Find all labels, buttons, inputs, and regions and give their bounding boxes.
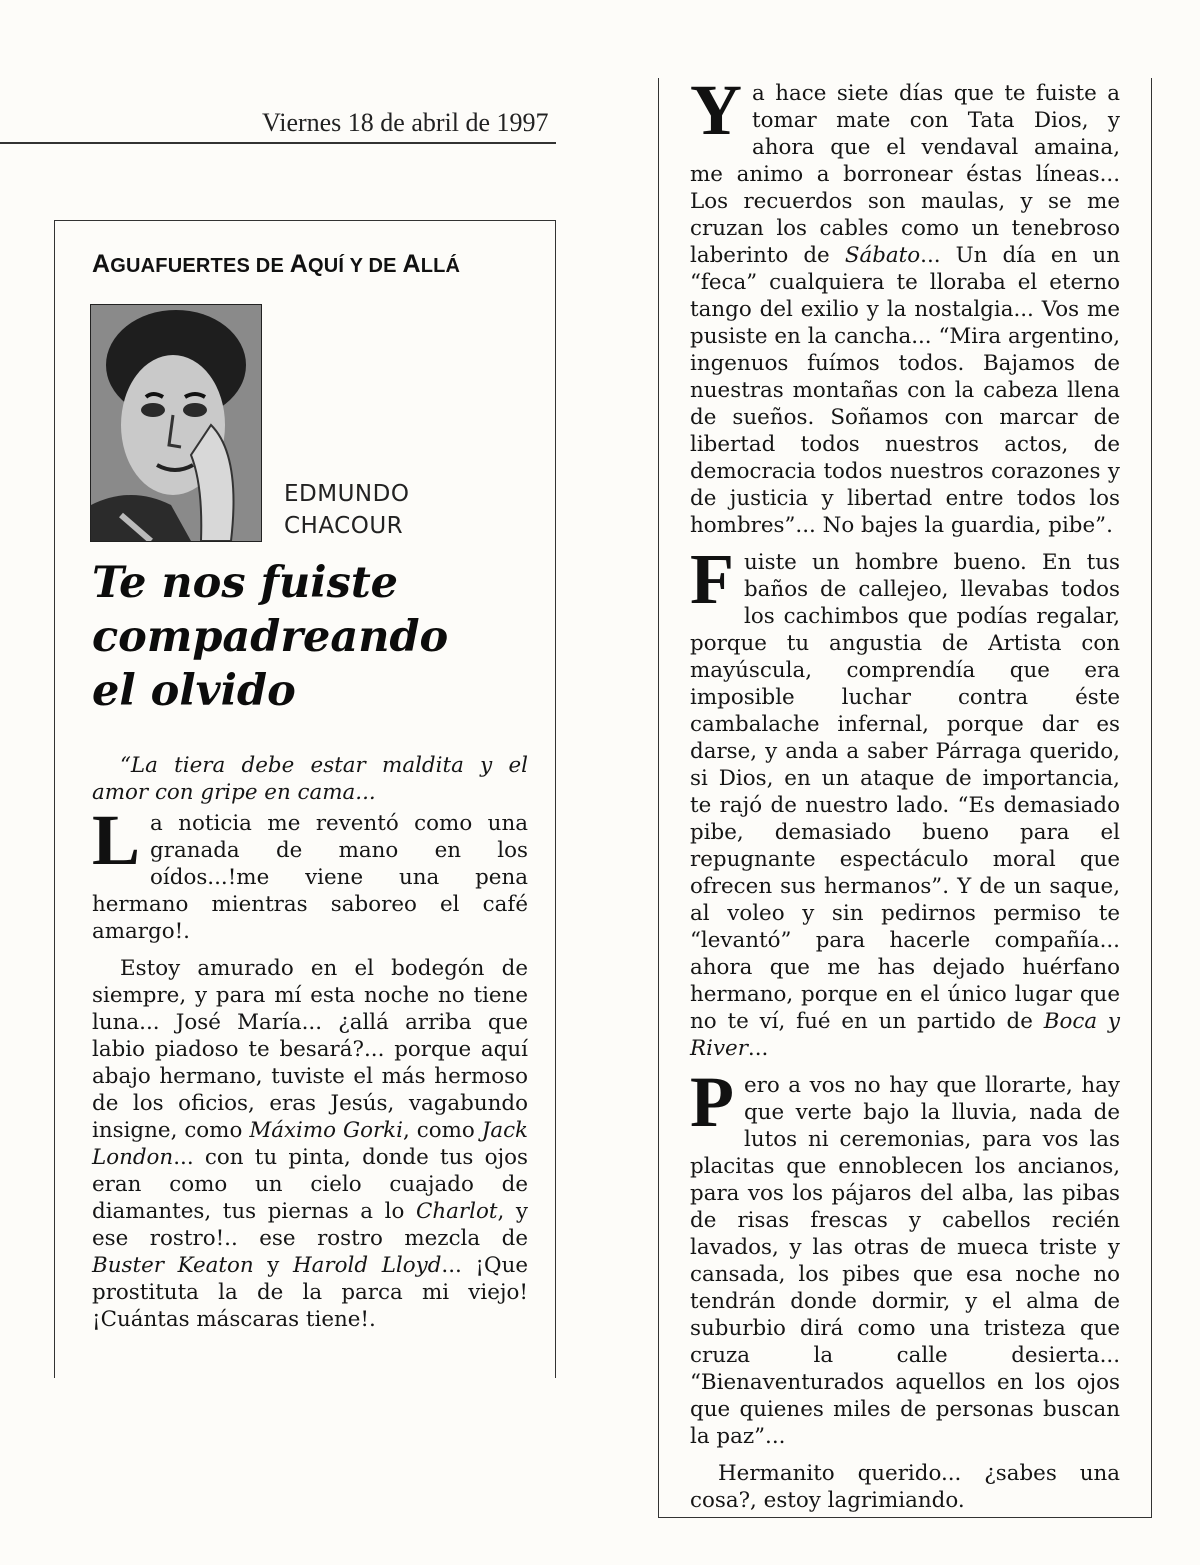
- paragraph: [690, 539, 1121, 1062]
- paragraph-text: a noticia me reventó como una granada de mano en los oídos...!me viene una pena hermano mientras saboreo el café amargo!.: [92, 811, 528, 944]
- article-left-column: [92, 752, 528, 1333]
- italic-name: Jack London: [92, 1118, 529, 1170]
- paragraph: Hermanito querido... ¿sabes una cosa?, estoy lagrimiando.: [690, 1461, 1120, 1513]
- headline-line: Te nos fuiste: [92, 558, 399, 608]
- paragraph: [92, 955, 528, 1333]
- paragraph: [92, 800, 528, 945]
- paragraph-text: ... ¡Que prostituta la de la parca mi viejo! ¡Cuántas máscaras tiene!.: [92, 1253, 529, 1332]
- paragraph-text: uiste un hombre bueno. En tus baños de callejeo, llevabas todos los cachimbos que podías regalar, porque tu angustia de Artista con mayúscula, comprendía que era imposible luchar contra éste cambalache infernal, porque dar es darse, y anda a saber Párraga querido, si Dios, en un ataque de importancia, te rajó de nuestro lado. “Es demasiado pibe, demasiado bueno para el repugnante espectáculo moral que ofrecen sus hermanos”. Y de un saque, al voleo y sin pedirnos permiso te “levantó” para hacerle compañía... ahora que me has dejado huérfano hermano, porque en el único lugar que no te ví, fué en un partido de: [690, 550, 1120, 1034]
- author-photo: [90, 304, 262, 542]
- article-headline: [92, 556, 552, 718]
- paragraph-text: a hace siete días que te fuiste a tomar mate con Tata Dios, y ahora que el vendaval amaina, me animo a borronear éstas líneas... Los recuerdos son maulas, y se me cruzan los cables como un tenebroso laberinto de: [690, 81, 1120, 268]
- epigraph: “La tiera debe estar maldita y el amor con gripe en cama...: [92, 753, 528, 805]
- drop-cap: L: [92, 800, 141, 880]
- section-title-part: A: [402, 250, 421, 278]
- paragraph-text: Estoy amurado en el bodegón de siempre, y para mí esta noche no tiene luna... José María... ¿allá arriba que labio piadoso te besará?... porque aquí abajo hermano, tuviste el más hermoso de los oficios, eras Jesús, vagabundo insigne, como: [92, 956, 528, 1143]
- author-last-name: CHACOUR: [284, 513, 404, 539]
- section-title-part: A: [289, 250, 309, 278]
- paragraph-text: ... Un día en un “feca” cualquiera te lloraba el eterno tango del exilio y la nostalgia... Vos me pusiste en la cancha... “Mira argentino, ingenuos fuímos todos. Bajamos de nuestras montañas con la cabeza llena de sueños. Soñamos con marcar de libertad todos nuestros actos, de democracia todos nuestros corazones y de justicia y libertad entre todos los hombres”... No bajes la guardia, pibe”.: [690, 243, 1120, 538]
- paragraph-text: y: [253, 1253, 294, 1278]
- section-title-part: A: [92, 250, 111, 278]
- section-title-part: QUÍ Y DE: [308, 255, 403, 277]
- paragraph: [690, 1062, 1120, 1450]
- headline-line: el olvido: [92, 666, 296, 716]
- author-byline: [284, 478, 409, 542]
- italic-name: Charlot: [416, 1199, 498, 1224]
- italic-name: Buster Keaton: [92, 1253, 254, 1278]
- drop-cap: F: [690, 539, 734, 619]
- paragraph-text: ... con tu pinta, donde tus ojos eran como un cielo cuajado de diamantes, tus piernas a lo: [92, 1145, 528, 1224]
- paragraph: [690, 70, 1120, 539]
- italic-name: Boca y River: [690, 1009, 1121, 1061]
- paragraph-text: ero a vos no hay que llorarte, hay que verte bajo la lluvia, nada de lutos ni ceremonias, para vos las placitas que ennoblecen los ancianos, para vos los pájaros del alba, las pibas de risas frescas y cabellos recién lavados, y las otras de mueca triste y cansada, los pibes que esa noche no tendrán donde dormir, y el alma de suburbio dirá como una tristeza que cruza la calle desierta... “Bienaventurados aquellos en los ojos que quienes miles de personas buscan la paz”...: [690, 1073, 1120, 1449]
- author-first-name: EDMUNDO: [284, 481, 410, 507]
- headline-line: compadreando: [92, 612, 449, 662]
- drop-cap: P: [690, 1062, 734, 1142]
- publication-date: Viernes 18 de abril de 1997: [262, 108, 549, 137]
- italic-name: Máximo Gorki: [249, 1118, 403, 1143]
- paragraph-text: , y ese rostro!.. ese rostro mezcla de: [92, 1199, 528, 1251]
- section-title: [92, 250, 460, 279]
- italic-name: Sábato: [844, 243, 921, 268]
- italic-name: Harold Lloyd: [293, 1253, 442, 1278]
- paragraph-text: , como: [403, 1118, 482, 1143]
- date-rule: [0, 142, 556, 144]
- section-title-part: LLÁ: [420, 255, 461, 277]
- paragraph-text: ...: [747, 1036, 769, 1061]
- drop-cap: Y: [690, 70, 742, 150]
- author-portrait-image: [91, 305, 261, 541]
- article-right-column: [690, 70, 1121, 1514]
- section-title-part: GUAFUERTES DE: [110, 255, 290, 277]
